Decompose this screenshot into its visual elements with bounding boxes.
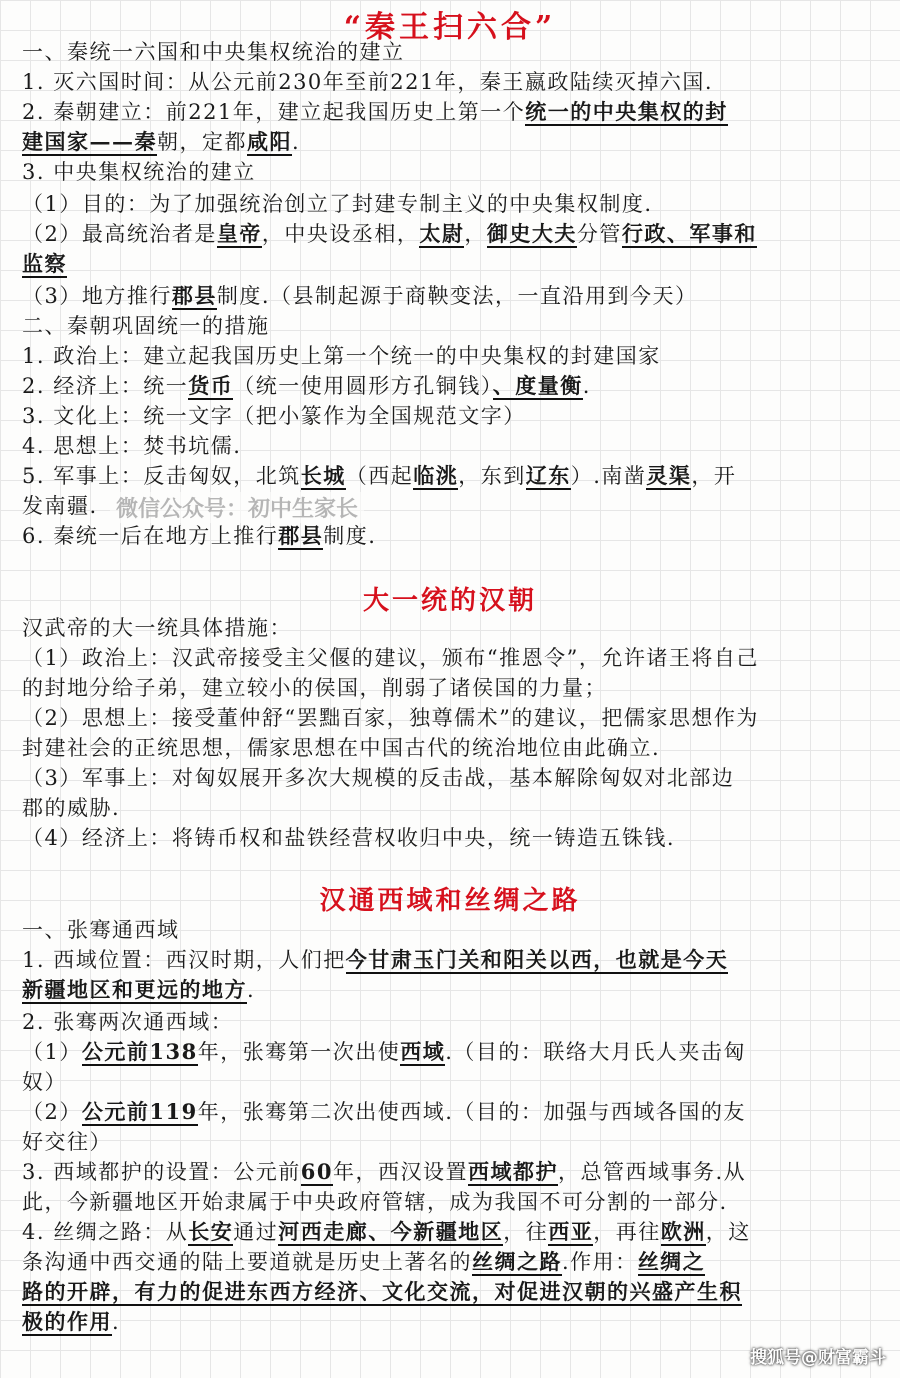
note-text: （2）最高统治者是 [22,222,217,246]
note-text: 二、秦朝巩固统一的措施 [22,314,270,338]
key-term: 郡县 [278,523,324,548]
key-term: 咸阳 [247,129,292,154]
note-text: 6. 秦统一后在地方上推行 [22,524,279,548]
note-text: （统一使用圆形方孔铜钱） [233,374,493,398]
note-line [22,190,880,218]
key-term: 长城 [300,463,346,488]
key-term: 御史大夫 [486,221,577,246]
note-text: 年，张骞第二次出使西域.（目的：加强与西域各国的友 [197,1100,746,1124]
note-text: 2. 秦朝建立：前221年，建立起我国历史上第一个 [22,100,526,124]
note-text: ， [464,222,487,246]
note-text: 一、张骞通西域 [22,918,180,942]
note-text: ，东到 [458,464,526,488]
note-text: .（目的：联络大月氏人夹击匈 [445,1040,746,1064]
note-line [22,674,880,702]
key-term: 辽东 [525,463,571,488]
note-line [22,1188,880,1216]
note-text: 分管 [576,222,622,246]
key-term: 西域 [400,1039,446,1064]
key-term: 极的作用 [22,1309,112,1334]
note-line [22,1128,880,1156]
note-text: ）.南凿 [570,464,647,488]
note-text: （1）目的：为了加强统治创立了封建专制主义的中央集权制度. [22,192,653,216]
note-line [22,644,880,672]
note-line [22,220,880,248]
sohu-watermark: 搜狐号@财富霸斗 [750,1348,886,1368]
note-line [22,98,880,126]
note-line [22,522,880,550]
key-term: 今甘肃玉门关和阳关以西，也就是今天 [345,947,729,972]
note-text: （1） [22,1040,82,1064]
key-term: 统一的中央集权的封 [525,99,728,124]
note-text: ，这 [705,1220,751,1244]
note-text: 朝，定都 [157,130,247,154]
title-han: 大一统的汉朝 [362,586,537,616]
note-text: .作用： [562,1250,638,1274]
key-term: 长安 [188,1219,234,1244]
note-line [22,342,880,370]
note-line [22,462,880,490]
note-line [22,734,880,762]
note-line [22,38,880,66]
note-text: 1. 政治上：建立起我国历史上第一个统一的中央集权的封建国家 [22,344,661,368]
note-text: . [247,978,256,1002]
key-term: 欧洲 [660,1219,706,1244]
note-text: . [292,130,301,154]
note-line [22,946,880,974]
note-line [22,1008,880,1036]
key-term: 公元前119 [81,1099,198,1124]
note-text: （2） [22,1100,82,1124]
note-text: 封建社会的正统思想，儒家思想在中国古代的统治地位由此确立. [22,736,661,760]
note-line [22,372,880,400]
key-term: 公元前138 [81,1039,198,1064]
note-text: 年，西汉设置 [332,1160,468,1184]
note-line [22,282,880,310]
key-term: 西域都护 [467,1159,558,1184]
key-term: 丝绸之路 [472,1249,562,1274]
note-line [22,704,880,732]
title-qin: “秦王扫六合” [343,10,557,45]
title-silk-road: 汉通西域和丝绸之路 [319,886,581,916]
note-text: 1. 灭六国时间：从公元前230年至前221年，秦王嬴政陆续灭掉六国. [22,70,714,94]
wechat-watermark: 微信公众号：初中生家长 [110,492,364,523]
note-text: （4）经济上：将铸币权和盐铁经营权收归中央，统一铸造五铢钱. [22,826,676,850]
note-line [22,1098,880,1126]
note-line [22,250,880,278]
note-text: ，再往 [593,1220,661,1244]
note-text: 条沟通中西交通的陆上要道就是历史上著名的 [22,1250,472,1274]
note-text: 3. 中央集权统治的建立 [22,160,256,184]
note-text: 1. 西域位置：西汉时期，人们把 [22,948,346,972]
note-text: 通过 [233,1220,279,1244]
key-term: 河西走廊、今新疆地区 [278,1219,504,1244]
note-line [22,68,880,96]
note-line [22,824,880,852]
note-text: 郡的威胁. [22,796,121,820]
key-term: 路的开辟，有力的促进东西方经济、文化交流，对促进汉朝的兴盛产生积 [22,1279,742,1304]
note-line [22,976,880,1004]
note-text: （2）思想上：接受董仲舒“罢黜百家，独尊儒术”的建议，把儒家思想作为 [22,706,759,730]
note-text: 2. 经济上：统一 [22,374,189,398]
note-text: 此，今新疆地区开始隶属于中央政府管辖，成为我国不可分割的一部分. [22,1190,728,1214]
key-term: 郡县 [171,283,217,308]
note-line [22,1158,880,1186]
note-line [22,1068,880,1096]
note-text: （3）地方推行 [22,284,172,308]
note-line [22,916,880,944]
key-term: 行政、军事和 [621,221,757,246]
key-term: 西亚 [548,1219,594,1244]
note-text: ，往 [503,1220,549,1244]
note-text: 制度.（县制起源于商鞅变法，一直沿用到今天） [216,284,698,308]
key-term: 60 [300,1159,333,1184]
key-term: 建国家——秦 [22,129,157,154]
note-line [22,432,880,460]
note-text: 3. 西域都护的设置：公元前 [22,1160,301,1184]
note-text: . [582,374,591,398]
key-term: 灵渠 [646,463,692,488]
note-line [22,764,880,792]
note-text: 一、秦统一六国和中央集权统治的建立 [22,40,405,64]
note-line [22,794,880,822]
key-term: 丝绸之 [637,1249,706,1274]
note-text: ，总管西域事务.从 [557,1160,747,1184]
key-term: 临洮 [413,463,459,488]
note-text: （西起 [345,464,414,488]
note-line [22,1248,880,1276]
note-text: 年，张骞第一次出使 [197,1040,401,1064]
key-term: 皇帝 [216,221,262,246]
key-term: 太尉 [419,221,465,246]
note-text: 的封地分给子弟，建立较小的侯国，削弱了诸侯国的力量； [22,676,607,700]
note-text: 制度. [323,524,377,548]
note-line [22,1218,880,1246]
note-text: 好交往） [22,1130,112,1154]
key-term: 新疆地区和更远的地方 [22,977,247,1002]
note-text: . [112,1310,121,1334]
note-text: 发南疆. [22,494,98,518]
note-text: 2. 张骞两次通西域： [22,1010,234,1034]
note-text: ，中央设丞相， [261,222,420,246]
note-line [22,402,880,430]
note-text: 奴） [22,1070,67,1094]
note-line [22,312,880,340]
key-term: 、度量衡 [492,373,583,398]
note-text: 4. 丝绸之路：从 [22,1220,189,1244]
key-term: 货币 [188,373,234,398]
note-line [22,1038,880,1066]
note-line [22,128,880,156]
note-text: 汉武帝的大一统具体措施： [22,616,292,640]
note-text: 5. 军事上：反击匈奴，北筑 [22,464,301,488]
note-text: （3）军事上：对匈奴展开多次大规模的反击战，基本解除匈奴对北部边 [22,766,735,790]
note-line [22,158,880,186]
note-line [22,614,880,642]
note-line [22,1278,880,1306]
note-text: ，开 [691,464,737,488]
note-line [22,1308,880,1336]
key-term: 监察 [22,251,67,276]
note-text: （1）政治上：汉武帝接受主父偃的建议，颁布“推恩令”，允许诸王将自己 [22,646,759,670]
note-text: 3. 文化上：统一文字（把小篆作为全国规范文字） [22,404,526,428]
note-text: 4. 思想上：焚书坑儒. [22,434,242,458]
